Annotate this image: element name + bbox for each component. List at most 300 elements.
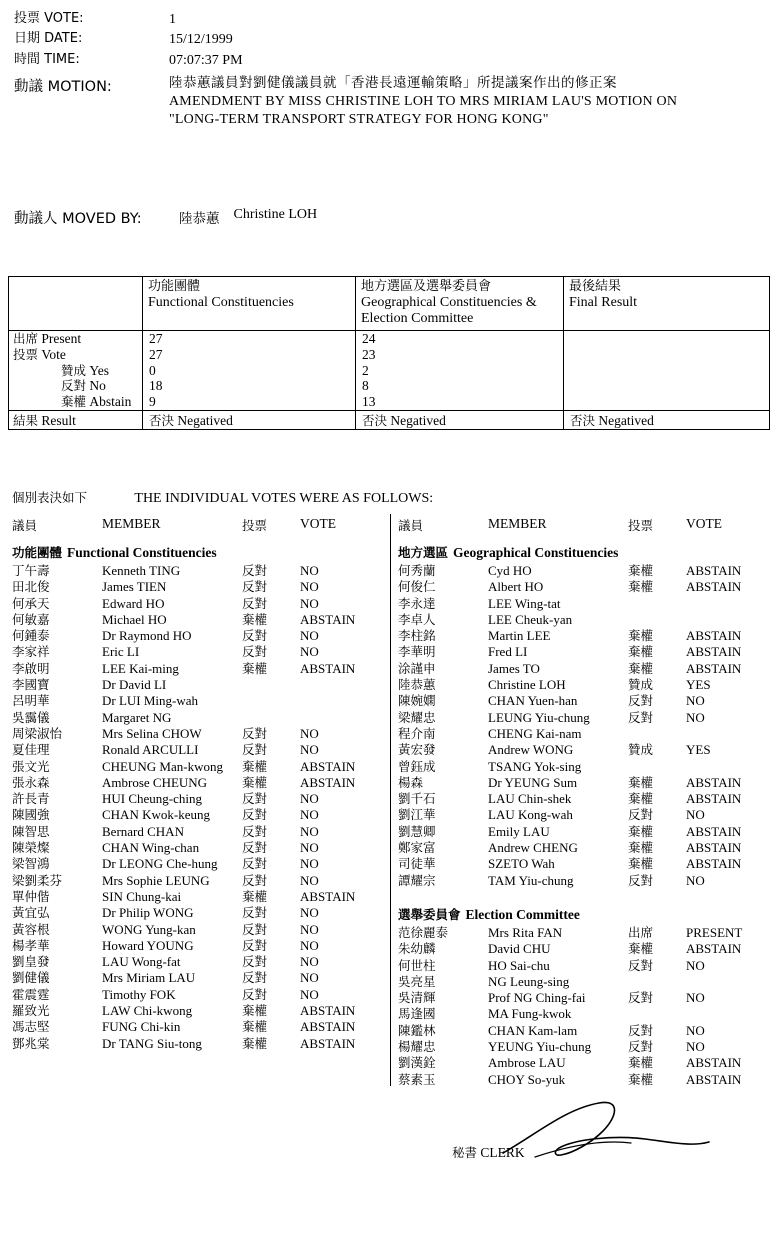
member-vote-en [686,726,756,742]
member-name-cjk: 楊森 [398,774,424,790]
signature-mark [495,1095,745,1165]
member-name-cjk: 鄧兆棠 [12,1035,50,1051]
member-name-en: LEE Wing-tat [488,595,561,611]
summary-final-cell [564,331,770,411]
group-election-committee-en: Election Committee [465,906,580,922]
member-name-en: Edward HO [102,595,165,611]
member-vote-row [12,1036,390,1052]
member-vote-en: NO [300,905,319,921]
member-vote-cjk [628,974,686,990]
member-name-en: Andrew WONG [488,742,574,758]
fc-header-cjk: 功能團體 [148,279,201,294]
member-name-cjk: 曾鈺成 [398,758,436,774]
member-name-en: James TO [488,660,540,676]
member-vote-en: NO [300,579,319,595]
member-name-en: Dr YEUNG Sum [488,774,578,790]
result-final-en: Negatived [598,412,654,428]
member-name-cjk: 譚耀宗 [398,872,436,888]
member-name-en: HO Sai-chu [488,957,550,973]
time-row [14,51,754,71]
right-header-vote-en: VOTE [686,516,722,531]
moved-by-block [14,207,317,228]
member-vote-en: ABSTAIN [300,1035,356,1051]
member-name-en: TAM Yiu-chung [488,872,574,888]
member-vote-row [12,579,390,595]
member-name-cjk: 霍震霆 [12,986,50,1002]
summary-corner-cell [9,277,143,331]
member-vote-en: NO [686,709,705,725]
member-vote-en: ABSTAIN [686,660,742,676]
member-vote-en: ABSTAIN [686,628,742,644]
member-name-en: Albert HO [488,579,544,595]
vote-summary-table [8,276,770,430]
member-name-cjk: 李國寶 [12,677,50,693]
member-vote-en: YES [686,677,711,693]
member-vote-row [398,990,770,1006]
member-name-en: Dr TANG Siu-tong [102,1035,202,1051]
member-vote-cjk: 棄權 [242,1035,268,1051]
member-vote-en: NO [300,840,319,856]
final-header-en: Final Result [569,294,638,310]
right-header-member-cjk: 議員 [398,518,424,533]
member-vote-cjk [628,1006,686,1022]
member-vote-cjk: 反對 [242,921,268,937]
motion-text [169,75,759,129]
member-vote-row [398,807,770,823]
fc-header-en: Functional Constituencies [148,294,294,310]
member-vote-en: ABSTAIN [686,644,742,660]
group-geographical-en: Geographical Constituencies [453,545,619,560]
member-name-cjk: 單仲偕 [12,888,50,904]
member-name-cjk: 陳婉嫻 [398,693,436,709]
member-vote-cjk [242,710,300,726]
member-vote-row [12,775,390,791]
member-vote-en: NO [300,644,319,660]
member-name-en: Bernard CHAN [102,823,184,839]
member-vote-row [398,661,770,677]
member-vote-row [12,1019,390,1035]
member-vote-en: NO [300,856,319,872]
member-vote-cjk: 棄權 [242,1003,268,1019]
member-name-en: LEUNG Yiu-chung [488,709,590,725]
member-name-en: FUNG Chi-kin [102,1019,181,1035]
member-vote-cjk: 反對 [242,742,268,758]
member-vote-cjk: 反對 [242,807,268,823]
member-name-en: CHAN Wing-chan [102,840,200,856]
member-vote-row [398,612,770,628]
group-heading-functional [12,543,390,561]
motion-label: 動議 MOTION: [14,79,112,95]
member-vote-cjk: 棄權 [628,856,654,872]
member-name-en: CHAN Yuen-han [488,693,578,709]
member-name-en: David CHU [488,941,551,957]
member-name-cjk: 張永森 [12,774,50,790]
member-name-cjk: 程介南 [398,725,436,741]
member-vote-row [12,677,390,693]
member-vote-en: ABSTAIN [686,856,742,872]
member-vote-cjk: 棄權 [242,1019,268,1035]
member-name-cjk: 陳國強 [12,807,50,823]
member-name-en: SIN Chung-kai [102,888,182,904]
member-vote-row [12,873,390,889]
member-name-cjk: 劉健儀 [12,970,50,986]
member-vote-row [12,905,390,921]
geographical-member-list [398,563,770,889]
member-vote-en: NO [300,970,319,986]
member-name-cjk: 梁智鴻 [12,856,50,872]
member-name-cjk: 吳亮星 [398,973,436,989]
member-vote-en: NO [686,872,705,888]
member-name-en: Ambrose CHEUNG [102,774,208,790]
member-vote-row [398,726,770,742]
member-vote-cjk [628,596,686,612]
member-name-cjk: 劉皇發 [12,954,50,970]
member-vote-en: NO [300,791,319,807]
member-vote-row [12,824,390,840]
member-vote-row [398,974,770,990]
moved-by-label: 動議人 MOVED BY: [14,211,142,227]
member-name-cjk: 劉漢銓 [398,1055,436,1071]
member-vote-row [398,1072,770,1088]
vote-value: 1 [169,12,176,27]
final-header-cjk: 最後結果 [569,279,622,294]
member-vote-row [12,628,390,644]
motion-text-cjk: 陸恭蕙議員對劉健儀議員就「香港長遠運輸策略」所提議案作出的修正案 [169,75,617,91]
member-name-cjk: 何秀蘭 [398,563,436,578]
group-heading-geographical [398,543,770,561]
member-vote-row [12,889,390,905]
member-vote-cjk: 反對 [628,957,654,973]
member-name-cjk: 李柱銘 [398,628,436,644]
member-name-cjk: 劉江華 [398,807,436,823]
member-vote-row [12,791,390,807]
date-row [14,30,754,50]
summary-fc-cell [143,331,356,411]
member-name-en: Mrs Rita FAN [488,924,563,940]
member-vote-en: ABSTAIN [300,611,356,627]
member-name-cjk: 李永達 [398,595,436,611]
member-name-en: LAW Chi-kwong [102,1003,193,1019]
member-name-en: Michael HO [102,611,167,627]
member-vote-row [398,759,770,775]
group-functional-cjk: 功能團體 [12,545,63,560]
member-name-cjk: 李啟明 [12,660,50,676]
functional-member-list [12,563,390,1052]
member-vote-cjk: 反對 [242,970,268,986]
member-vote-row [398,677,770,693]
member-vote-row [398,958,770,974]
member-name-en: Kenneth TING [102,563,181,578]
member-vote-row [398,775,770,791]
date-value: 15/12/1999 [169,32,233,48]
member-name-cjk: 陳鑑林 [398,1022,436,1038]
summary-header-geographical [356,277,564,331]
summary-row-fc-value: 9 [149,394,156,410]
member-name-cjk: 黃容根 [12,921,50,937]
member-vote-row [12,856,390,872]
member-vote-row [398,873,770,889]
result-final-cell [564,410,770,429]
member-vote-cjk: 棄權 [628,563,654,578]
member-vote-row [398,710,770,726]
member-vote-row [12,807,390,823]
member-vote-cjk: 反對 [242,725,268,741]
member-name-cjk: 李華明 [398,644,436,660]
member-vote-cjk: 反對 [628,693,654,709]
election-committee-member-list [398,925,770,1088]
member-name-en: Emily LAU [488,823,550,839]
summary-header-final [564,277,770,331]
member-vote-row [12,661,390,677]
member-vote-row [398,563,770,579]
member-name-en: WONG Yung-kan [102,921,196,937]
member-vote-en: YES [686,742,711,758]
summary-row-fc-value: 18 [149,378,163,394]
member-name-cjk: 何鍾泰 [12,628,50,644]
member-name-en: CHEUNG Man-kwong [102,758,223,774]
result-label-cell [9,410,143,429]
member-vote-row [12,742,390,758]
member-vote-en: NO [686,957,705,973]
moved-by-name-en: Christine LOH [233,207,318,222]
member-name-cjk: 夏佳理 [12,742,50,758]
member-name-en: Margaret NG [102,709,172,725]
member-vote-cjk: 反對 [242,905,268,921]
member-vote-en: NO [300,628,319,644]
member-vote-cjk: 棄權 [628,791,654,807]
member-vote-cjk: 反對 [242,563,268,578]
member-vote-row [398,856,770,872]
member-name-cjk: 呂明華 [12,693,50,709]
member-vote-cjk: 贊成 [628,677,654,693]
member-name-cjk: 許長青 [12,791,50,807]
member-name-cjk: 陳榮燦 [12,840,50,856]
member-vote-cjk: 反對 [242,595,268,611]
member-vote-en: NO [686,1022,705,1038]
vote-number-row [14,10,754,30]
member-name-cjk: 何俊仁 [398,579,436,595]
result-fc-cjk: 否決 [149,412,175,428]
member-vote-cjk: 棄權 [628,840,654,856]
member-name-cjk: 黃宜弘 [12,905,50,921]
member-vote-row [398,579,770,595]
member-vote-en: NO [686,807,705,823]
member-vote-en [300,677,370,693]
member-vote-cjk: 反對 [628,1039,654,1055]
member-name-cjk: 劉千石 [398,791,436,807]
summary-row-label: 出席 Present [13,331,82,346]
member-vote-en: NO [300,742,319,758]
member-vote-en: NO [686,693,705,709]
time-value: 07:07:37 PM [169,52,243,68]
member-vote-row [12,563,390,579]
member-vote-en: NO [300,563,319,578]
member-vote-cjk: 反對 [628,990,654,1006]
motion-text-en-line1: AMENDMENT BY MISS CHRISTINE LOH TO MRS MIRIAM LAU'S MOTION ON [169,93,678,109]
member-vote-cjk: 棄權 [242,774,268,790]
moved-by-name-cjk: 陸恭蕙 [179,211,220,227]
clerk-label-en: CLERK [480,1145,525,1160]
summary-row-label: 贊成 Yes [61,362,110,378]
member-vote-cjk: 反對 [242,579,268,595]
member-vote-cjk: 棄權 [628,1071,654,1087]
member-vote-en [686,1006,756,1022]
member-vote-en [686,759,756,775]
summary-row-fc-value: 27 [149,331,163,346]
right-column-headers [398,516,770,534]
member-name-en: James TIEN [102,579,167,595]
member-name-cjk: 田北俊 [12,579,50,595]
member-name-en: CHENG Kai-nam [488,725,582,741]
member-vote-row [12,596,390,612]
member-name-cjk: 涂謹申 [398,660,436,676]
left-header-member-cjk: 議員 [12,518,38,533]
summary-gc-cell [356,331,564,411]
member-vote-row [398,1006,770,1022]
member-name-cjk: 何敏嘉 [12,611,50,627]
document-header [14,10,754,71]
member-name-en: Prof NG Ching-fai [488,990,586,1006]
member-name-cjk: 楊耀忠 [398,1039,436,1055]
member-name-en: HUI Cheung-ching [102,791,203,807]
member-name-en: LAU Wong-fat [102,954,181,970]
member-vote-en [300,693,370,709]
member-name-en: MA Fung-kwok [488,1006,572,1022]
member-name-cjk: 馮志堅 [12,1019,50,1035]
member-vote-cjk: 出席 [628,924,654,940]
date-label: 日期 DATE: [14,31,83,47]
member-vote-en: ABSTAIN [300,660,356,676]
member-vote-row [398,742,770,758]
left-header-member-en: MEMBER [102,516,161,531]
member-name-en: Timothy FOK [102,986,176,1002]
group-geographical-cjk: 地方選區 [398,545,449,560]
summary-labels-cell [9,331,143,411]
member-name-en: Ambrose LAU [488,1055,566,1071]
member-vote-row [398,791,770,807]
member-name-cjk: 陳智思 [12,823,50,839]
member-name-cjk: 李家祥 [12,644,50,660]
group-election-committee-cjk: 選舉委員會 [398,906,461,922]
member-vote-en: ABSTAIN [686,1055,742,1071]
member-vote-en: ABSTAIN [686,840,742,856]
member-vote-en [686,612,756,628]
member-vote-row [12,840,390,856]
member-name-en: Andrew CHENG [488,840,578,856]
summary-row-gc-value: 13 [362,394,376,410]
result-label-cjk: 結果 [13,412,39,428]
summary-header-row [9,277,770,331]
member-name-en: Dr Philip WONG [102,905,194,921]
member-name-en: Dr David LI [102,677,167,693]
member-vote-row [398,925,770,941]
member-vote-en: NO [300,937,319,953]
member-name-en: Howard YOUNG [102,937,194,953]
member-vote-row [398,1055,770,1071]
member-vote-row [12,759,390,775]
member-vote-row [12,710,390,726]
member-vote-row [398,596,770,612]
member-vote-cjk: 反對 [242,954,268,970]
member-name-en: TSANG Yok-sing [488,758,582,774]
gc-header-cjk: 地方選區及選舉委員會 [361,279,492,294]
member-vote-cjk: 棄權 [628,1055,654,1071]
member-vote-cjk: 棄權 [242,660,268,676]
member-name-cjk: 蔡素玉 [398,1071,436,1087]
motion-block [14,75,759,129]
group-spacer [398,889,770,905]
member-vote-en [300,710,370,726]
member-vote-row [12,954,390,970]
group-heading-election-committee [398,905,770,923]
member-vote-row [12,922,390,938]
summary-row-gc-value: 2 [362,362,369,378]
member-vote-en: NO [300,823,319,839]
member-vote-cjk: 反對 [628,709,654,725]
member-vote-en: ABSTAIN [300,1003,356,1019]
left-header-vote-cjk: 投票 [242,518,268,533]
member-vote-row [12,1003,390,1019]
summary-row-label: 棄權 Abstain [61,394,132,410]
member-vote-en: NO [300,986,319,1002]
member-name-en: LAU Kong-wah [488,807,573,823]
member-name-en: Dr Raymond HO [102,628,192,644]
member-name-en: LEE Kai-ming [102,660,179,676]
right-header-member-en: MEMBER [488,516,547,531]
member-name-cjk: 何世柱 [398,957,436,973]
clerk-signature-label [452,1143,525,1161]
member-name-en: NG Leung-sing [488,973,570,989]
member-vote-en [686,974,756,990]
member-vote-en: NO [300,807,319,823]
member-name-en: SZETO Wah [488,856,555,872]
member-vote-en: ABSTAIN [300,888,356,904]
member-vote-cjk: 反對 [242,840,268,856]
member-vote-en: ABSTAIN [686,563,742,578]
member-vote-cjk: 反對 [242,791,268,807]
member-name-en: CHAN Kwok-keung [102,807,210,823]
summary-row-fc-value: 27 [149,346,163,362]
member-vote-row [398,1039,770,1055]
member-name-en: LEE Cheuk-yan [488,611,573,627]
member-vote-row [398,644,770,660]
member-name-cjk: 丁午壽 [12,563,50,578]
member-name-cjk: 朱幼麟 [398,941,436,957]
member-vote-en: NO [686,990,705,1006]
summary-row-gc-value: 23 [362,346,376,362]
member-name-en: Eric LI [102,644,140,660]
member-vote-row [12,970,390,986]
member-vote-cjk: 棄權 [628,660,654,676]
member-vote-cjk: 反對 [242,872,268,888]
member-name-en: CHOY So-yuk [488,1071,566,1087]
result-gc-cjk: 否決 [362,412,388,428]
column-divider [390,514,391,1086]
member-name-en: Ronald ARCULLI [102,742,199,758]
member-vote-en: ABSTAIN [300,758,356,774]
summary-row-gc-value: 24 [362,331,376,346]
left-header-vote-en: VOTE [300,516,336,531]
left-column-headers [12,516,390,534]
member-name-en: Dr LUI Ming-wah [102,693,199,709]
member-name-en: YEUNG Yiu-chung [488,1039,592,1055]
member-name-en: Cyd HO [488,563,532,578]
summary-body-row [9,331,770,411]
individual-votes-title [12,488,433,507]
motion-text-en-line2: "LONG-TERM TRANSPORT STRATEGY FOR HONG KONG" [169,111,549,127]
member-vote-cjk: 反對 [242,937,268,953]
clerk-label-cjk: 秘書 [452,1145,478,1160]
